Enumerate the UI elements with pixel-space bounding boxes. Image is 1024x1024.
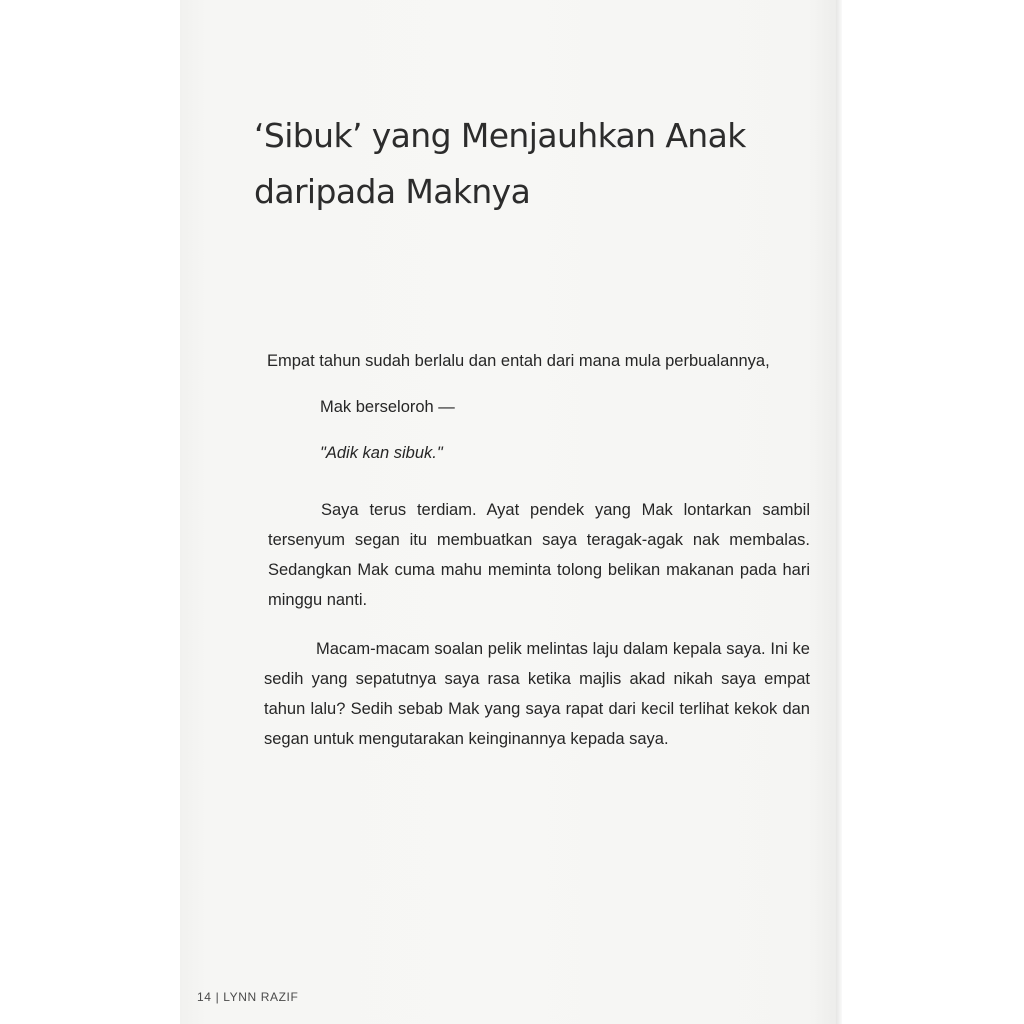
aside-line: Mak berseloroh — <box>320 398 455 416</box>
chapter-title-line-2: daripada Maknya <box>254 172 531 211</box>
chapter-title-line-1: ‘Sibuk’ yang Menjauhkan Anak <box>254 116 746 155</box>
body-paragraph-1: Saya terus terdiam. Ayat pendek yang Mak lontarkan sambil tersenyum segan itu membuatkan saya teragak-agak nak membalas. Sedangkan Mak cuma mahu meminta tolong belikan makanan pada hari minggu nanti. <box>268 501 810 609</box>
page-footer <box>197 990 298 1004</box>
opening-line: Empat tahun sudah berlalu dan entah dari mana mula perbualannya, <box>267 352 770 370</box>
page-number: 14 <box>197 990 212 1004</box>
page-edge <box>836 0 842 1024</box>
author-name: LYNN RAZIF <box>223 990 299 1004</box>
body-paragraph-2: Macam-macam soalan pelik melintas laju dalam kepala saya. Ini ke sedih yang sepatutnya saya rasa ketika majlis akad nikah saya empat tahun lalu? Sedih sebab Mak yang saya rapat dari kecil terlihat kekok dan segan untuk mengutarakan keinginannya kepada saya. <box>264 640 810 748</box>
quote-line: "Adik kan sibuk." <box>320 444 443 462</box>
footer-separator: | <box>215 990 220 1004</box>
chapter-title <box>254 108 794 220</box>
